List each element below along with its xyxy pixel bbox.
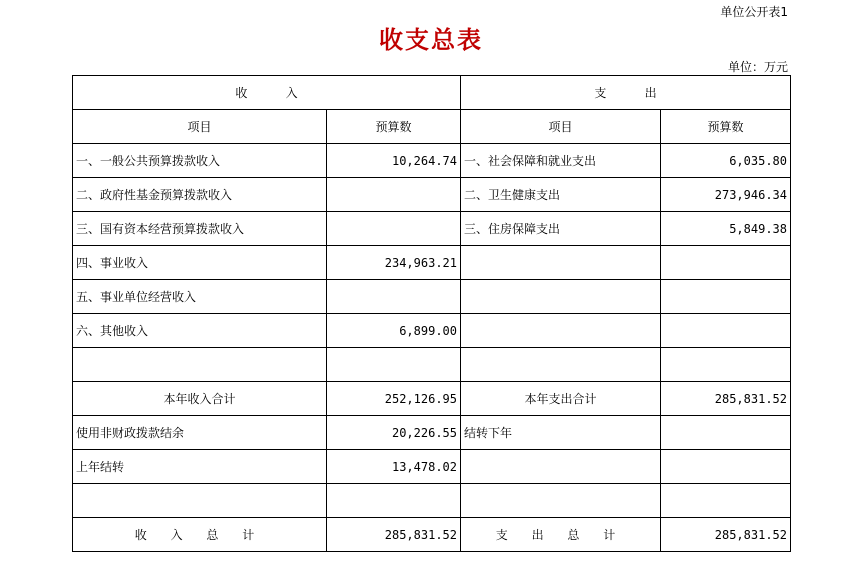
expense-section-header: 支 出	[461, 76, 791, 110]
expense-item	[461, 246, 661, 280]
column-header-row	[73, 110, 791, 144]
expense-value: 6,035.80	[661, 144, 791, 178]
expense-total-label: 支 出 总 计	[461, 518, 661, 552]
table-row	[73, 416, 791, 450]
income-value: 13,478.02	[327, 450, 461, 484]
income-item-header: 项目	[73, 110, 327, 144]
expense-value	[661, 484, 791, 518]
expense-value	[661, 246, 791, 280]
expense-value	[661, 450, 791, 484]
table-row	[73, 280, 791, 314]
income-value	[327, 484, 461, 518]
income-budget-header: 预算数	[327, 110, 461, 144]
income-item: 二、政府性基金预算拨款收入	[73, 178, 327, 212]
table-row	[73, 450, 791, 484]
income-value	[327, 280, 461, 314]
table-row	[73, 178, 791, 212]
expense-item	[461, 314, 661, 348]
unit-label: 单位：万元	[727, 60, 788, 74]
expense-subtotal-label: 本年支出合计	[461, 382, 661, 416]
table-row	[73, 484, 791, 518]
table-row	[73, 246, 791, 280]
income-item: 三、国有资本经营预算拨款收入	[73, 212, 327, 246]
expense-item-header: 项目	[461, 110, 661, 144]
income-item: 上年结转	[73, 450, 327, 484]
income-value	[327, 212, 461, 246]
expense-item: 三、住房保障支出	[461, 212, 661, 246]
income-item	[73, 348, 327, 382]
table-row	[73, 212, 791, 246]
table-row	[73, 314, 791, 348]
income-item: 使用非财政拨款结余	[73, 416, 327, 450]
expense-total-value: 285,831.52	[661, 518, 791, 552]
income-value: 20,226.55	[327, 416, 461, 450]
expense-item: 结转下年	[461, 416, 661, 450]
income-section-header: 收 入	[73, 76, 461, 110]
income-item: 四、事业收入	[73, 246, 327, 280]
total-row	[73, 518, 791, 552]
expense-value	[661, 280, 791, 314]
expense-value	[661, 314, 791, 348]
income-subtotal-value: 252,126.95	[327, 382, 461, 416]
table-row	[73, 144, 791, 178]
expense-value	[661, 348, 791, 382]
income-value: 10,264.74	[327, 144, 461, 178]
form-code: 单位公开表1	[720, 5, 788, 19]
table-row	[73, 348, 791, 382]
income-value	[327, 348, 461, 382]
subtotal-row	[73, 382, 791, 416]
income-item	[73, 484, 327, 518]
income-item: 五、事业单位经营收入	[73, 280, 327, 314]
expense-value: 5,849.38	[661, 212, 791, 246]
income-total-value: 285,831.52	[327, 518, 461, 552]
expense-item: 二、卫生健康支出	[461, 178, 661, 212]
expense-item	[461, 280, 661, 314]
expense-value	[661, 416, 791, 450]
income-subtotal-label: 本年收入合计	[73, 382, 327, 416]
income-value: 6,899.00	[327, 314, 461, 348]
income-expense-table	[72, 75, 791, 552]
expense-budget-header: 预算数	[661, 110, 791, 144]
expense-item	[461, 450, 661, 484]
income-item: 六、其他收入	[73, 314, 327, 348]
expense-item	[461, 348, 661, 382]
income-total-label: 收 入 总 计	[73, 518, 327, 552]
page-title: 收支总表	[379, 26, 483, 54]
expense-item: 一、社会保障和就业支出	[461, 144, 661, 178]
income-value: 234,963.21	[327, 246, 461, 280]
expense-subtotal-value: 285,831.52	[661, 382, 791, 416]
expense-value: 273,946.34	[661, 178, 791, 212]
section-header-row	[73, 76, 791, 110]
income-value	[327, 178, 461, 212]
income-item: 一、一般公共预算拨款收入	[73, 144, 327, 178]
expense-item	[461, 484, 661, 518]
